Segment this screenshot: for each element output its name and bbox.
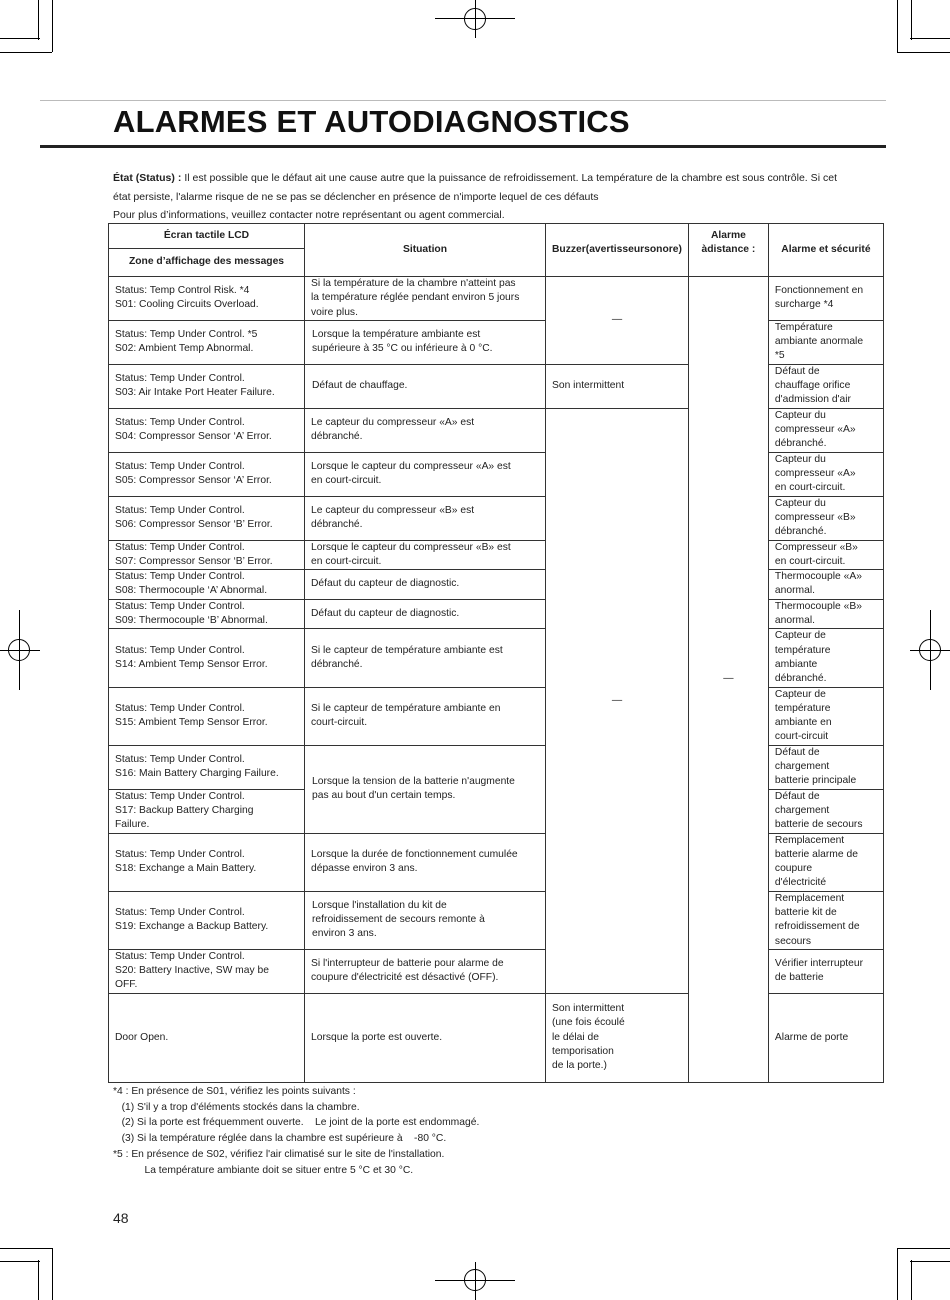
status-cell: Status: Temp Under Control. S05: Compressor Sensor ‘A’ Error.: [109, 452, 305, 496]
situation-cell: Si le capteur de température ambiante en court-circuit.: [305, 687, 546, 745]
status-cell: Status: Temp Under Control. S20: Battery Inactive, SW may be OFF.: [109, 949, 305, 993]
situation-cell: Lorsque le capteur du compresseur «A» est en court-circuit.: [305, 452, 546, 496]
situation-cell: Si la température de la chambre n'atteint pas la température réglée pendant environ 5 jours voire plus.: [305, 277, 546, 321]
situation-cell: Lorsque la tension de la batterie n'augmente pas au bout d'un certain temps.: [305, 745, 546, 833]
header-buzzer: Buzzer(avertisseursonore): [546, 224, 689, 277]
header-top-rule: [40, 100, 886, 101]
status-cell: Status: Temp Under Control. S06: Compressor Sensor ‘B’ Error.: [109, 496, 305, 540]
alarm-cell: Fonctionnement en surcharge *4: [768, 277, 883, 321]
status-cell: Door Open.: [109, 993, 305, 1082]
alarm-cell: Défaut de chauffage orifice d'admission d'air: [768, 364, 883, 408]
status-cell: Status: Temp Under Control. S09: Thermocouple ‘B’ Abnormal.: [109, 599, 305, 629]
title-underline: [40, 145, 886, 148]
status-cell: Status: Temp Under Control. S14: Ambient Temp Sensor Error.: [109, 629, 305, 687]
buzzer-cell: Son intermittent: [546, 364, 689, 408]
status-cell: Status: Temp Under Control. S04: Compressor Sensor ‘A’ Error.: [109, 408, 305, 452]
footnote-line: (1) S'il y a trop d'éléments stockés dans la chambre.: [113, 1101, 360, 1113]
page-number: 48: [113, 1210, 129, 1226]
header-message-zone: Zone d’affichage des messages: [109, 249, 305, 277]
footnotes: [113, 1084, 479, 1178]
footnote-line: La température ambiante doit se situer entre 5 °C et 30 °C.: [113, 1164, 414, 1176]
buzzer-cell: Son intermittent (une fois écoulé le délai de temporisation de la porte.): [546, 993, 689, 1082]
alarm-cell: Capteur de température ambiante débranché.: [768, 629, 883, 687]
alarm-cell: Remplacement batterie kit de refroidissement de secours: [768, 891, 883, 949]
footnote-line: *5 : En présence de S02, vérifiez l'air climatisé sur le site de l'installation.: [113, 1148, 445, 1160]
header-remote-alarm: Alarme àdistance :: [688, 224, 768, 277]
alarms-table: [108, 223, 884, 1083]
situation-cell: Défaut de chauffage.: [305, 364, 546, 408]
alarm-cell: Vérifier interrupteur de batterie: [768, 949, 883, 993]
footnote-line: *4 : En présence de S01, vérifiez les points suivants :: [113, 1086, 356, 1097]
remote-alarm-cell: —: [688, 277, 768, 1083]
situation-cell: Si le capteur de température ambiante est débranché.: [305, 629, 546, 687]
alarm-cell: Remplacement batterie alarme de coupure d'électricité: [768, 833, 883, 891]
alarm-cell: Capteur de température ambiante en court-circuit: [768, 687, 883, 745]
situation-cell: Le capteur du compresseur «B» est débranché.: [305, 496, 546, 540]
alarm-cell: Capteur du compresseur «A» débranché.: [768, 408, 883, 452]
situation-cell: Lorsque l'installation du kit de refroidissement de secours remonte à environ 3 ans.: [305, 891, 546, 949]
alarm-cell: Thermocouple «A» anormal.: [768, 570, 883, 600]
alarm-cell: Alarme de porte: [768, 993, 883, 1082]
alarm-cell: Défaut de chargement batterie principale: [768, 745, 883, 789]
status-cell: Status: Temp Under Control. S03: Air Intake Port Heater Failure.: [109, 364, 305, 408]
header-alarm-safety: Alarme et sécurité: [768, 224, 883, 277]
situation-cell: Lorsque la porte est ouverte.: [305, 993, 546, 1082]
buzzer-cell: —: [546, 408, 689, 993]
situation-cell: Défaut du capteur de diagnostic.: [305, 570, 546, 600]
alarm-cell: Thermocouple «B» anormal.: [768, 599, 883, 629]
buzzer-cell: —: [546, 277, 689, 365]
alarm-cell: Compresseur «B» en court-circuit.: [768, 540, 883, 570]
alarm-cell: Température ambiante anormale *5: [768, 320, 883, 364]
situation-cell: Lorsque la température ambiante est supérieure à 35 °C ou inférieure à 0 °C.: [305, 320, 546, 364]
status-cell: Status: Temp Under Control. S07: Compressor Sensor ‘B’ Error.: [109, 540, 305, 570]
alarm-cell: Défaut de chargement batterie de secours: [768, 789, 883, 833]
status-cell: Status: Temp Under Control. S15: Ambient Temp Sensor Error.: [109, 687, 305, 745]
situation-cell: Défaut du capteur de diagnostic.: [305, 599, 546, 629]
situation-cell: Le capteur du compresseur «A» est débranché.: [305, 408, 546, 452]
alarm-cell: Capteur du compresseur «B» débranché.: [768, 496, 883, 540]
situation-cell: Si l'interrupteur de batterie pour alarme de coupure d'électricité est désactivé (OFF).: [305, 949, 546, 993]
status-cell: Status: Temp Under Control. *5 S02: Ambient Temp Abnormal.: [109, 320, 305, 364]
header-situation: Situation: [305, 224, 546, 277]
status-cell: Status: Temp Under Control. S19: Exchange a Backup Battery.: [109, 891, 305, 949]
status-cell: Status: Temp Control Risk. *4 S01: Cooling Circuits Overload.: [109, 277, 305, 321]
page-title: ALARMES ET AUTODIAGNOSTICS: [113, 104, 630, 139]
status-cell: Status: Temp Under Control. S17: Backup Battery Charging Failure.: [109, 789, 305, 833]
situation-cell: Lorsque le capteur du compresseur «B» est en court-circuit.: [305, 540, 546, 570]
status-description: Il est possible que le défaut ait une cause autre que la puissance de refroidissement. La température de la chambre est sous contrôle. Si cet état persiste, l'alarme risque de ne se pas se déclencher en présence de n'importe lequel de ces défauts: [113, 172, 838, 203]
alarm-cell: Capteur du compresseur «A» en court-circuit.: [768, 452, 883, 496]
header-lcd: Écran tactile LCD: [109, 224, 305, 249]
status-cell: Status: Temp Under Control. S08: Thermocouple ‘A’ Abnormal.: [109, 570, 305, 600]
intro-paragraph: [113, 169, 837, 225]
status-cell: Status: Temp Under Control. S18: Exchange a Main Battery.: [109, 833, 305, 891]
footnote-line: (2) Si la porte est fréquemment ouverte. Le joint de la porte est endommagé.: [113, 1117, 480, 1129]
situation-cell: Lorsque la durée de fonctionnement cumulée dépasse environ 3 ans.: [305, 833, 546, 891]
contact-note: Pour plus d’informations, veuillez contacter notre représentant ou agent commercial.: [113, 209, 505, 221]
status-label: État (Status) :: [113, 172, 182, 184]
table-row: [109, 277, 884, 321]
footnote-line: (3) Si la température réglée dans la chambre est supérieure à -80 °C.: [113, 1133, 447, 1145]
status-cell: Status: Temp Under Control. S16: Main Battery Charging Failure.: [109, 745, 305, 789]
